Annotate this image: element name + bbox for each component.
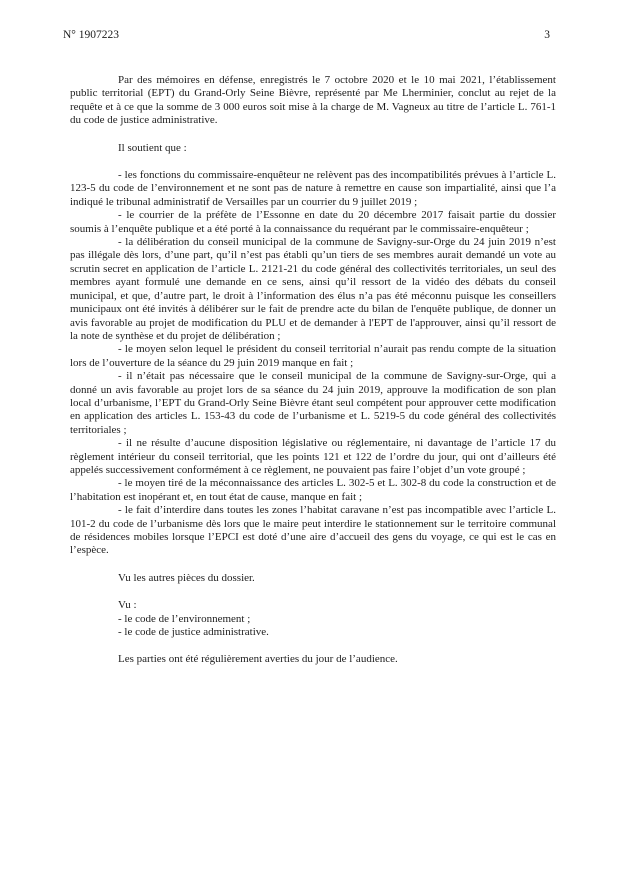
paragraph: Par des mémoires en défense, enregistrés le 7 octobre 2020 et le 10 mai 2021, l’établissement public territorial (EPT) du Grand-Orly Seine Bièvre, représenté par Me Lherminier, conclut au rejet de la requête et à ce que la somme de 3 000 euros soit mise à la charge de M. Vagneux au titre de l’article L. 761-1 du code de justice administrative. [70, 74, 556, 127]
page-header [0, 0, 625, 42]
paragraph: - le code de l’environnement ; [118, 612, 251, 625]
paragraph: Les parties ont été régulièrement averties du jour de l’audience. [118, 653, 398, 666]
case-number: N° 1907223 [63, 29, 120, 41]
paragraph: - il ne résulte d’aucune disposition législative ou réglementaire, ni davantage de l’article 17 du règlement intérieur du conseil territorial, que les points 121 et 122 de l’ordre du jour, qui ont d’ailleurs été appelés successivement conformément à ce règlement, ne pouvaient pas faire l’objet d’un vote groupé ; [70, 437, 556, 476]
paragraph: - le moyen selon lequel le président du conseil territorial n’aurait pas rendu compte de la situation lors de l’ouverture de la séance du 29 juin 2019 manque en fait ; [70, 343, 556, 369]
paragraph: Il soutient que : [118, 141, 187, 154]
paragraph: - il n’était pas nécessaire que le conseil municipal de la commune de Savigny-sur-Orge, qui a donné un avis favorable au projet lors de sa séance du 24 juin 2019, approuve la modification de son plan local d’urbanisme, l’EPT du Grand-Orly Seine Bièvre étant seul compétent pour approuver cette modification en application des articles L. 153-43 du code de l’urbanisme et L. 5219-5 du code général des collectivités territoriales ; [70, 370, 556, 436]
paragraph: - le fait d’interdire dans toutes les zones l’habitat caravane n’est pas incompatible avec l’article L. 101-2 du code de l’urbanisme dès lors que le maire peut interdire le stationnement sur le territoire communal de résidences mobiles lorsque l’EPCI est doté d’une aire d’accueil des gens du voyage, ce qui est le cas en l’espèce. [70, 504, 556, 557]
paragraph: - le courrier de la préfète de l’Essonne en date du 20 décembre 2017 faisait partie du dossier soumis à l’enquête publique et a été porté à la connaissance du requérant par le commissaire-enquêteur ; [70, 209, 556, 235]
document-body [0, 74, 625, 667]
paragraph: Vu les autres pièces du dossier. [118, 571, 255, 584]
paragraph: Vu : [118, 599, 137, 612]
paragraph: - le code de justice administrative. [118, 626, 269, 639]
paragraph: - la délibération du conseil municipal de la commune de Savigny-sur-Orge du 24 juin 2019 n’est pas illégale dès lors, d’une part, qu’il n’est pas établi qu’un tiers de ses membres aurait demandé un vote au scrutin secret en application de l’article L. 2121-21 du code général des collectivités territoriales, un seul des membres ayant formulé une demande en ce sens, ainsi qu’il ressort de la vidéo des débats du conseil municipal, et que, d’autre part, le droit à l’information des élus n’a pas été méconnu puisque les conseillers municipaux ont été invités à délibérer sur le fait de prendre acte du bilan de l'enquête publique, de donner un avis favorable au projet de modification du PLU et de demander à l'EPT de l'approuver, ainsi qu’il ressort de la note de synthèse et du projet de délibération ; [70, 236, 556, 342]
page-number: 3 [544, 29, 550, 41]
paragraph: - le moyen tiré de la méconnaissance des articles L. 302-5 et L. 302-8 du code la construction et de l’habitation est inopérant et, en tout état de cause, manque en fait ; [70, 477, 556, 503]
paragraph: - les fonctions du commissaire-enquêteur ne relèvent pas des incompatibilités prévues à l’article L. 123-5 du code de l’environnement et ne sont pas de nature à remettre en cause son impartialité, ainsi que l’a indiqué le tribunal administratif de Versailles par un courrier du 9 juillet 2019 ; [70, 169, 556, 208]
